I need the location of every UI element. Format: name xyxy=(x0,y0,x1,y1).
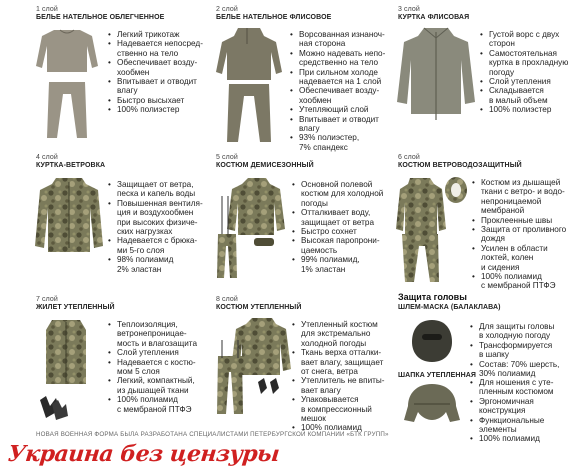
item-features xyxy=(292,320,395,433)
item-layer-1 xyxy=(36,6,164,22)
feature-item: • 100% полиамид xyxy=(108,395,213,404)
feature-item: • Складывается xyxy=(480,86,584,95)
feature-item-cont: песка и капель воды xyxy=(117,189,196,199)
item-features xyxy=(290,30,395,152)
layer-label: 5 слой xyxy=(216,154,238,161)
insulated-hat-label-wrap xyxy=(398,372,476,380)
feature-item-cont: дождя xyxy=(481,234,505,244)
feature-item: • Высокая паропрони- xyxy=(292,236,395,245)
feature-item-cont: погоды xyxy=(301,198,328,208)
feature-item-cont: 2% эластан xyxy=(117,264,162,274)
feature-item-cont: для экстремально xyxy=(301,329,371,339)
watermark-logo: Украина без цензуры xyxy=(6,441,281,467)
feature-item: • Обеспечивает возду- xyxy=(108,58,213,67)
layer-label: 7 слой xyxy=(36,296,58,303)
feature-item-cont: мом 5 слоя xyxy=(117,367,160,377)
feature-item-cont: в малый объем xyxy=(489,95,548,105)
feature-item: • Трансформируется xyxy=(470,341,582,350)
feature-item: • Утепленный костюм xyxy=(292,320,395,329)
feature-item: • Состав: 70% шерсть, xyxy=(470,360,582,369)
feature-item: • Надевается с костю- xyxy=(108,358,213,367)
feature-item: • Быстро высыхает xyxy=(108,96,213,105)
feature-item-cont: из дышащей ткани xyxy=(117,385,189,395)
feature-item: • Теплоизоляция, xyxy=(108,320,213,329)
item-layer-5 xyxy=(216,154,314,170)
item-title: КОСТЮМ ДЕМИСЕЗОННЫЙ xyxy=(216,162,314,169)
feature-item-cont: ми 5-го слоя xyxy=(117,245,165,255)
feature-item: • Костюм из дышащей xyxy=(472,178,585,187)
feature-item-cont: вает влагу, защищает xyxy=(301,357,384,367)
feature-item-cont: и сидения xyxy=(481,262,520,272)
item-title: КОСТЮМ УТЕПЛЕННЫЙ xyxy=(216,304,302,311)
item-features xyxy=(108,180,213,274)
feature-item-cont: элементы xyxy=(479,425,517,435)
insulated-suit-image xyxy=(210,316,294,420)
item-title: КУРТКА ФЛИСОВАЯ xyxy=(398,14,470,21)
balaclava-title: ШЛЕМ-МАСКА (БАЛАКЛАВА) xyxy=(398,304,501,311)
feature-item: • Утеплитель не впиты- xyxy=(292,376,395,385)
feature-item-cont: вает влагу xyxy=(301,385,341,395)
feature-item-cont: ная сторона xyxy=(299,39,346,49)
feature-item: • 100% полиэстер xyxy=(108,105,213,114)
item-layer-4 xyxy=(36,154,105,170)
feature-item-cont: куртка в прохладную xyxy=(489,58,569,68)
feature-item: • Защищает от ветра, xyxy=(108,180,213,189)
item-features xyxy=(472,178,585,291)
feature-item-cont: 30% полиамид xyxy=(479,369,536,379)
feature-item: • Слой утепления xyxy=(108,348,213,357)
feature-item: • Самостоятельная xyxy=(480,49,584,58)
head-protection-heading: Защита головы xyxy=(398,292,467,302)
feature-item-cont: 1% эластан xyxy=(301,264,346,274)
feature-item: • Слой утепления xyxy=(480,77,584,86)
feature-item-cont: при высоких физиче- xyxy=(117,217,198,227)
item-layer-2 xyxy=(216,6,331,22)
feature-item-cont: мость и влагозащита xyxy=(117,338,198,348)
footer xyxy=(0,427,585,471)
feature-item: • Легкий трикотаж xyxy=(108,30,213,39)
item-title: ЖИЛЕТ УТЕПЛЕННЫЙ xyxy=(36,304,115,311)
feature-item-cont: мембраной xyxy=(481,206,525,216)
item-features xyxy=(292,180,395,274)
feature-item-cont: влагу xyxy=(299,124,320,134)
item-layer-8 xyxy=(216,296,301,312)
feature-item-cont: средственно на тело xyxy=(299,58,379,68)
feature-item-cont: хообмен xyxy=(299,95,332,105)
feature-item-cont: 7% спандекс xyxy=(299,142,348,152)
head-protection-section xyxy=(398,292,501,312)
feature-item-cont: ских нагрузках xyxy=(117,227,173,237)
feature-item: • 100% полиэстер xyxy=(480,105,584,114)
item-title: БЕЛЬЕ НАТЕЛЬНОЕ ФЛИСОВОЕ xyxy=(216,14,332,21)
feature-item-cont: с мембраной ПТФЭ xyxy=(117,404,192,414)
item-layer-6 xyxy=(398,154,522,170)
feature-item-cont: пленным костюмом xyxy=(479,387,554,397)
feature-item-cont: ветронепроницае- xyxy=(117,329,187,339)
feature-item-cont: хообмен xyxy=(117,67,150,77)
footer-caption: НОВАЯ ВОЕННАЯ ФОРМА БЫЛА РАЗРАБОТАНА СПЕЦИАЛИСТАМИ ПЕТЕРБУРГСКОЙ КОМПАНИИ «БТК ГРУПП» xyxy=(36,431,389,438)
feature-item: • 100% полиамид xyxy=(470,434,582,443)
feature-item-cont: в шапку xyxy=(479,350,509,360)
feature-item-cont: с мембраной ПТФЭ xyxy=(481,281,556,291)
insulated-hat-title: ШАПКА УТЕПЛЕННАЯ xyxy=(398,372,477,379)
layer-label: 1 слой xyxy=(36,6,58,13)
feature-item: • Усилен в области xyxy=(472,244,585,253)
feature-item: • Ворсованная изнаноч- xyxy=(290,30,395,39)
item-title: БЕЛЬЕ НАТЕЛЬНОЕ ОБЛЕГЧЕННОЕ xyxy=(36,14,165,21)
item-title: КОСТЮМ ВЕТРОВОДОЗАЩИТНЫЙ xyxy=(398,162,522,169)
layer-label: 2 слой xyxy=(216,6,238,13)
feature-item: • Можно надевать непо- xyxy=(290,49,395,58)
feature-item-cont: непроницаемой xyxy=(481,196,542,206)
feature-item-cont: ственно на тело xyxy=(117,48,179,58)
feature-item-cont: ткани с ветро- и водо- xyxy=(481,187,565,197)
feature-item: • 98% полиамид xyxy=(108,255,213,264)
windbreaker-jacket-image xyxy=(34,176,104,254)
feature-item-cont: локтей, колен xyxy=(481,253,534,263)
feature-item: • Обеспечивает возду- xyxy=(290,86,395,95)
feature-item: • Легкий, компактный, xyxy=(108,376,213,385)
feature-item: • Основной полевой xyxy=(292,180,395,189)
item-layer-3 xyxy=(398,6,469,22)
feature-item: • Эргономичная xyxy=(470,397,582,406)
feature-item-cont: от снега, ветра xyxy=(301,367,358,377)
feature-item-cont: влагу xyxy=(117,86,138,96)
item-features xyxy=(480,30,584,115)
demi-season-suit-image xyxy=(212,176,292,284)
feature-item-cont: надевается на 1 слой xyxy=(299,77,382,87)
feature-item: • Для ношения с уте- xyxy=(470,378,582,387)
feature-item: • 99% полиамид, xyxy=(292,255,395,264)
feature-item: • Повышенная вентиля- xyxy=(108,199,213,208)
feature-item: • Впитывает и отводит xyxy=(108,77,213,86)
feature-item-cont: погоду xyxy=(489,67,515,77)
feature-item: • Защита от проливного xyxy=(472,225,585,234)
feature-item: • 100% полиамид xyxy=(292,423,395,432)
feature-item: • Отталкивает воду, xyxy=(292,208,395,217)
waterproof-suit-image xyxy=(394,174,470,286)
feature-item: • Для защиты головы xyxy=(470,322,582,331)
feature-item: • 100% полиамид xyxy=(472,272,585,281)
feature-item-cont: в компрессионный xyxy=(301,404,372,414)
item-title: КУРТКА-ВЕТРОВКА xyxy=(36,162,106,169)
feature-item: • Густой ворс с двух xyxy=(480,30,584,39)
layer-label: 6 слой xyxy=(398,154,420,161)
feature-item: • 93% полиэстер, xyxy=(290,133,395,142)
feature-item: • Ткань верха отталки- xyxy=(292,348,395,357)
feature-item: • Быстро сохнет xyxy=(292,227,395,236)
fleece-underwear-image xyxy=(214,26,284,144)
feature-item-cont: костюм для холодной xyxy=(301,189,384,199)
layer-label: 3 слой xyxy=(398,6,420,13)
feature-item-cont: защищает от ветра xyxy=(301,217,375,227)
insulated-hat-image xyxy=(400,382,464,426)
feature-item: • Надевается с брюка- xyxy=(108,236,213,245)
feature-item-cont: цаемость xyxy=(301,245,338,255)
feature-item: • Надевается непосред- xyxy=(108,39,213,48)
insulated-vest-image xyxy=(34,316,104,420)
item-layer-7 xyxy=(36,296,115,312)
feature-item-cont: холодной погоды xyxy=(301,338,367,348)
feature-item: • Утепляющий слой xyxy=(290,105,395,114)
balaclava-image xyxy=(402,318,462,364)
feature-item-cont: мешок xyxy=(301,414,326,424)
feature-item-cont: в холодную погоду xyxy=(479,331,551,341)
feature-item: • При сильном холоде xyxy=(290,68,395,77)
feature-item-cont: сторон xyxy=(489,39,515,49)
item-features xyxy=(108,30,213,115)
feature-item: • Впитывает и отводит xyxy=(290,115,395,124)
feature-item-cont: конструкция xyxy=(479,406,526,416)
item-features xyxy=(108,320,213,414)
feature-item: • Функциональные xyxy=(470,416,582,425)
layer-label: 4 слой xyxy=(36,154,58,161)
balaclava-features xyxy=(470,322,582,378)
base-layer-underwear-image xyxy=(32,28,102,140)
feature-item-cont: ция и воздухообмен xyxy=(117,208,194,218)
feature-item: • Проклеенные швы xyxy=(472,216,585,225)
layer-label: 8 слой xyxy=(216,296,238,303)
feature-item: • Упаковывается xyxy=(292,395,395,404)
fleece-jacket-image xyxy=(396,26,476,126)
